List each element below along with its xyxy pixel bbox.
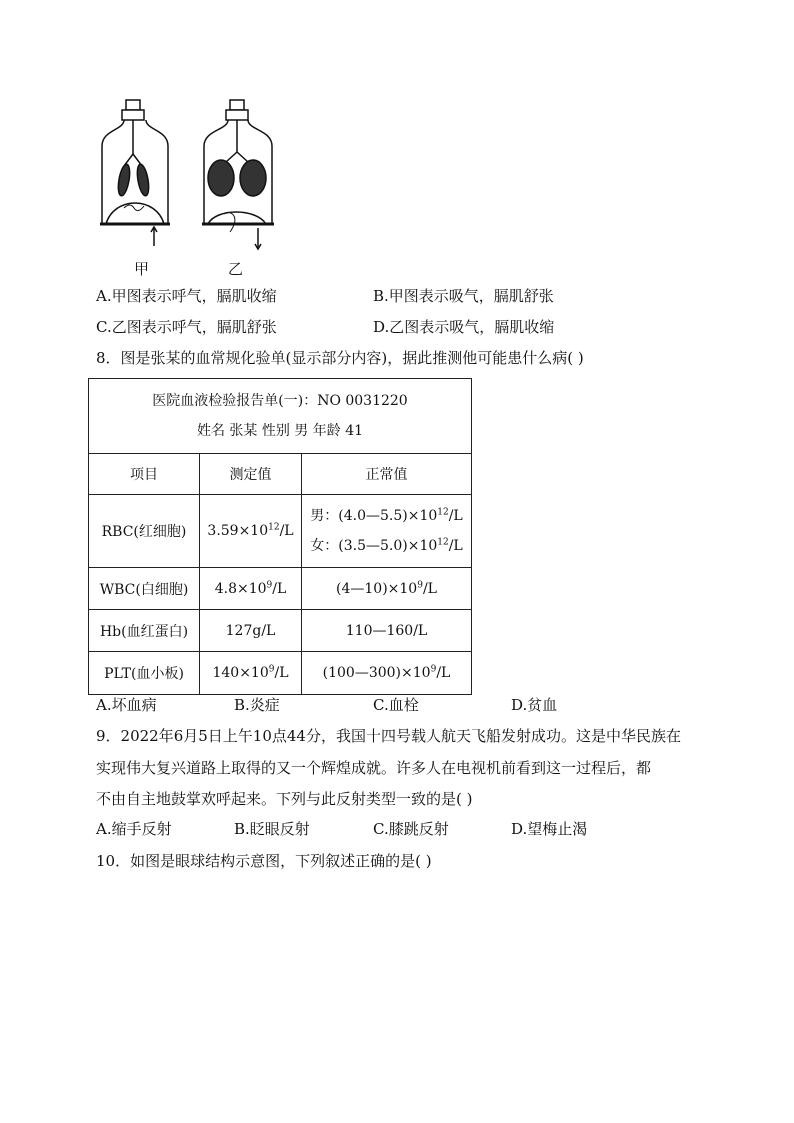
q9-stem-line-1: 9．2022年6月5日上午10点44分，我国十四号载人航天飞船发射成功。这是中华民族在 — [96, 727, 681, 745]
q8-stem: 8．图是张某的血常规化验单(显示部分内容)，据此推测他可能患什么病( ) — [96, 349, 584, 367]
q7-option-d: D.乙图表示吸气，膈肌收缩 — [373, 318, 555, 336]
q9-stem-line-3: 不由自主地鼓掌欢呼起来。下列与此反射类型一致的是( ) — [96, 790, 473, 808]
table-row — [89, 568, 472, 610]
q7-option-b: B.甲图表示吸气，膈肌舒张 — [373, 287, 554, 305]
q8-option-b: B.炎症 — [234, 696, 280, 714]
bell-jar-figure — [96, 96, 286, 281]
q9-option-b: B.眨眼反射 — [234, 820, 310, 838]
q8-option-a: A.坏血病 — [96, 696, 157, 714]
row-value: $140\times 10^9/L$ — [200, 652, 302, 695]
row-item: PLT(血小板) — [89, 652, 200, 695]
col-header-normal: 正常值 — [302, 454, 472, 495]
report-patient-info: 姓名 张某 性别 男 年龄 41 — [196, 423, 364, 439]
table-row — [89, 495, 472, 568]
row-item: Hb(血红蛋白) — [89, 610, 200, 652]
row-item: WBC(白细胞) — [89, 568, 200, 610]
report-header — [89, 379, 472, 454]
q9-stem-line-2: 实现伟大复兴道路上取得的又一个辉煌成就。许多人在电视机前看到这一过程后，都 — [96, 759, 652, 777]
figure-label-jia: 甲 — [134, 260, 150, 278]
bell-jar-left — [100, 100, 170, 246]
row-normal: 110—160/L — [302, 610, 472, 652]
figure-label-yi: 乙 — [228, 260, 244, 278]
q9-option-c: C.膝跳反射 — [373, 820, 449, 838]
q7-option-a: A.甲图表示呼气，膈肌收缩 — [96, 287, 277, 305]
table-row — [89, 610, 472, 652]
row-normal: $(100—300)\times 10^9/L$ — [302, 652, 472, 695]
blood-test-report — [88, 378, 472, 695]
row-item: RBC(红细胞) — [89, 495, 200, 568]
col-header-item: 项目 — [89, 454, 200, 495]
row-value: $3.59\times 10^{12}/L$ — [200, 495, 302, 568]
q7-option-c: C.乙图表示呼气，膈肌舒张 — [96, 318, 277, 336]
q9-option-a: A.缩手反射 — [96, 820, 172, 838]
report-title: 医院血液检验报告单(一)：NO 0031220 — [152, 393, 408, 409]
q8-option-c: C.血栓 — [373, 696, 419, 714]
q10-stem: 10．如图是眼球结构示意图，下列叙述正确的是( ) — [96, 852, 432, 870]
row-value: 127g/L — [200, 610, 302, 652]
q9-option-d: D.望梅止渴 — [511, 820, 588, 838]
table-row — [89, 652, 472, 695]
col-header-value: 测定值 — [200, 454, 302, 495]
row-normal: $(4—10)\times 10^9/L$ — [302, 568, 472, 610]
row-normal: 男：$(4.0—5.5)\times 10^{12}/L$ 女：$(3.5—5.0)\times 10^{12}/L$ — [302, 495, 472, 568]
bell-jar-diagram — [96, 96, 286, 281]
q8-option-d: D.贫血 — [511, 696, 558, 714]
row-value: $4.8\times 10^9/L$ — [200, 568, 302, 610]
bell-jar-right — [202, 100, 274, 249]
